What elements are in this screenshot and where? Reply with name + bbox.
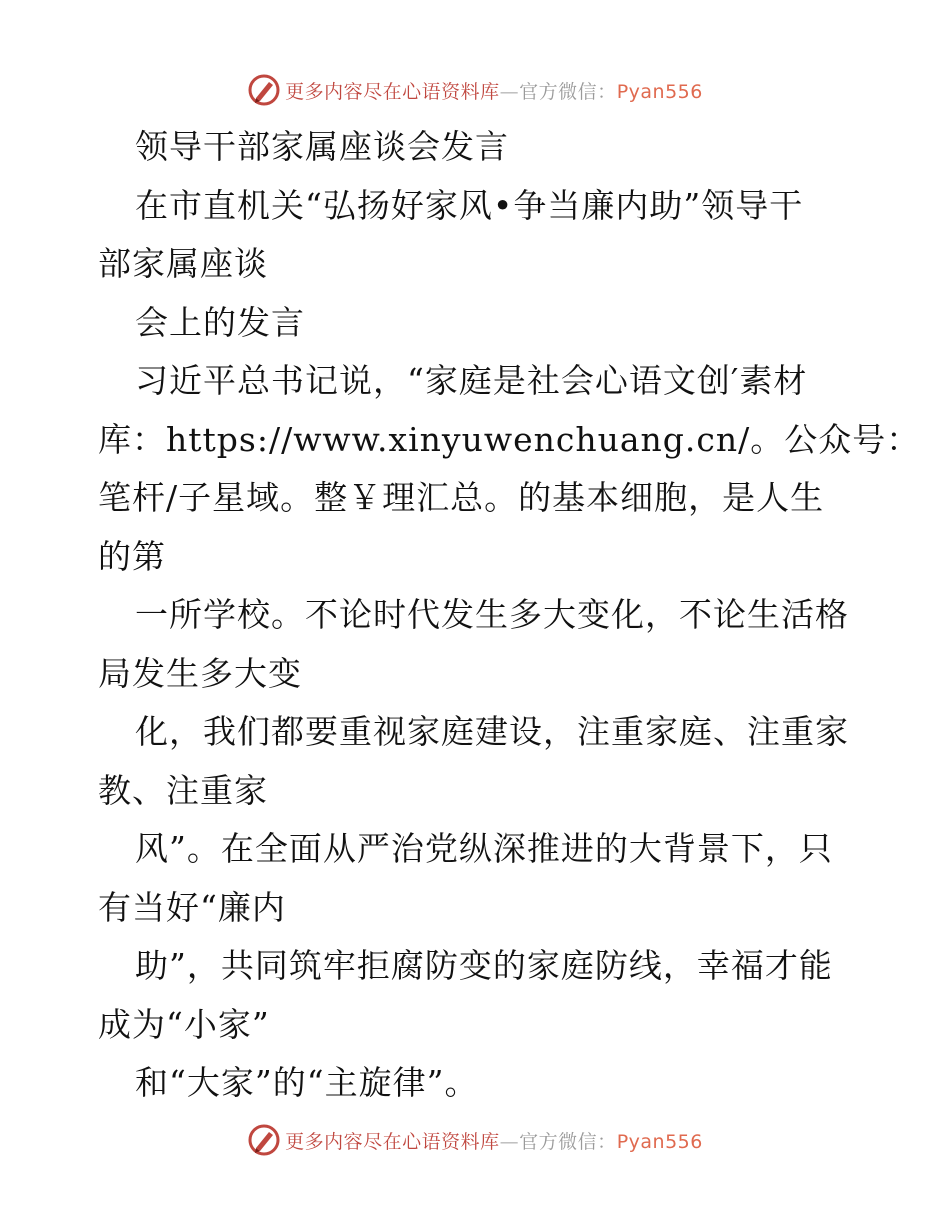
footer-banner-text xyxy=(285,1127,703,1154)
footer-watermark xyxy=(0,1120,950,1160)
header-promo-text: 更多内容尽在心语资料库 xyxy=(285,80,500,103)
body-text-line: 局发生多大变 xyxy=(98,653,302,693)
footer-promo-text: 更多内容尽在心语资料库 xyxy=(285,1130,500,1153)
pen-logo-icon xyxy=(247,73,281,107)
header-wechat-label: 官方微信： xyxy=(519,80,617,103)
header-banner-text xyxy=(285,77,703,104)
body-text-line: 会上的发言 xyxy=(135,302,305,342)
pen-logo-icon xyxy=(247,1123,281,1157)
header-watermark xyxy=(0,70,950,110)
body-text-line: 化，我们都要重视家庭建设，注重家庭、注重家 xyxy=(135,712,849,751)
body-text-line: 领导干部家属座谈会发言 xyxy=(135,127,509,166)
header-wechat-id: Pyan556 xyxy=(616,80,703,103)
header-dash: — xyxy=(499,80,520,103)
body-text-line: 在市直机关“弘扬好家风•争当廉内助”领导干 xyxy=(135,185,804,225)
body-text-line: 部家属座谈 xyxy=(98,244,268,283)
document-body xyxy=(98,118,921,1113)
body-text-line: 风”。在全面从严治党纵深推进的大背景下，只 xyxy=(135,829,833,868)
footer-wechat-id: Pyan556 xyxy=(616,1130,703,1153)
body-text-line: 有当好“廉内 xyxy=(98,887,286,927)
body-text-line: 习近平总书记说，“家庭是社会心语文创′素材 xyxy=(135,361,808,400)
body-text-line: 一所学校。不论时代发生多大变化，不论生活格 xyxy=(135,595,849,634)
body-text-line: 笔杆/子星域。整￥理汇总。的基本细胞，是人生 xyxy=(98,478,825,517)
body-text-line: 库：https://www.xinyuwenchuang.cn/。公众号： xyxy=(98,419,921,459)
body-text-line: 教、注重家 xyxy=(98,770,268,810)
body-text-line: 成为“小家” xyxy=(98,1004,270,1044)
body-text-line: 的第 xyxy=(98,536,166,576)
body-text-line: 助”，共同筑牢拒腐防变的家庭防线，幸福才能 xyxy=(135,946,833,985)
footer-dash: — xyxy=(499,1130,520,1153)
footer-wechat-label: 官方微信： xyxy=(519,1130,617,1153)
body-text-line: 和“大家”的“主旋律”。 xyxy=(135,1063,479,1102)
